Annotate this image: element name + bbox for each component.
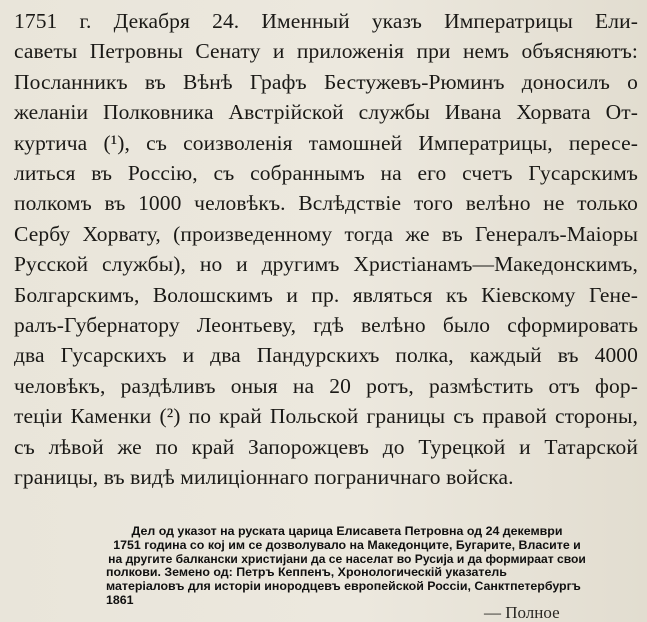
excerpt-line: теціи Каменки (²) по край Польской границы съ правой стороны, bbox=[14, 404, 638, 429]
excerpt-line: границы, въ видѣ милиціоннаго пограничнаго войска. bbox=[14, 465, 514, 490]
excerpt-line: куртича (¹), съ соизволенія тамошней Императрицы, пересе- bbox=[14, 130, 638, 155]
excerpt-line: съ лѣвой же по край Запорожцевъ до Турецкой и Татарской bbox=[14, 434, 638, 459]
excerpt-line: полкомъ въ 1000 человѣкъ. Вслѣдствіе того велѣно не только bbox=[14, 191, 638, 216]
caption-line: полкови. Земено од: Петръ Кеппенъ, Хронологическій указатель bbox=[106, 565, 507, 580]
excerpt-line: 1751 г. Декабря 24. Именный указъ Императрицы Ели- bbox=[14, 9, 638, 33]
excerpt-line: два Гусарскихъ и два Пандурскихъ полка, каждый въ 4000 bbox=[14, 343, 638, 368]
excerpt-line: литься въ Россію, съ собраннымъ на его счетъ Гусарскимъ bbox=[14, 161, 638, 186]
excerpt-line: Посланникъ въ Вѣнѣ Графъ Бестужевъ-Рюминъ доносилъ о bbox=[14, 69, 638, 94]
caption-line: Дел од указот на руската царица Елисавета Петровна од 24 декември bbox=[131, 524, 563, 538]
image-caption bbox=[106, 525, 588, 608]
excerpt-line: Сербу Хорвату, (произведенному тогда же въ Генералъ-Маіоры bbox=[14, 221, 638, 246]
caption-line: матеріаловъ для исторіи инородцевъ европейской Россіи, Санктпетербургъ bbox=[106, 579, 581, 594]
excerpt-line: саветы Петровны Сенату и приложенія при немъ объясняютъ: bbox=[14, 39, 638, 64]
excerpt-line: Болгарскимъ, Волошскимъ и пр. являться къ Кіевскому Гене- bbox=[14, 282, 638, 307]
cut-off-text-fragment: — Полное bbox=[484, 603, 560, 622]
excerpt-line: ралъ-Губернатору Леонтьеву, гдѣ велѣно было сформировать bbox=[14, 313, 638, 338]
excerpt-line: Русской службы), но и другимъ Христіанамъ—Македонскимъ, bbox=[14, 252, 638, 277]
caption-line: 1751 година со кој им се дозволувало на Македонците, Бугарите, Власите и bbox=[113, 537, 581, 552]
caption-line: на другите балкански христијани да се населат во Русија и да формираат свои bbox=[108, 551, 586, 566]
decree-excerpt bbox=[14, 6, 638, 493]
caption-line: 1861 bbox=[106, 592, 134, 607]
excerpt-line: желаніи Полковника Австрійской службы Ивана Хорвата От- bbox=[14, 100, 638, 125]
excerpt-line: человѣкъ, раздѣливъ оныя на 20 ротъ, размѣстить отъ фор- bbox=[14, 373, 638, 398]
